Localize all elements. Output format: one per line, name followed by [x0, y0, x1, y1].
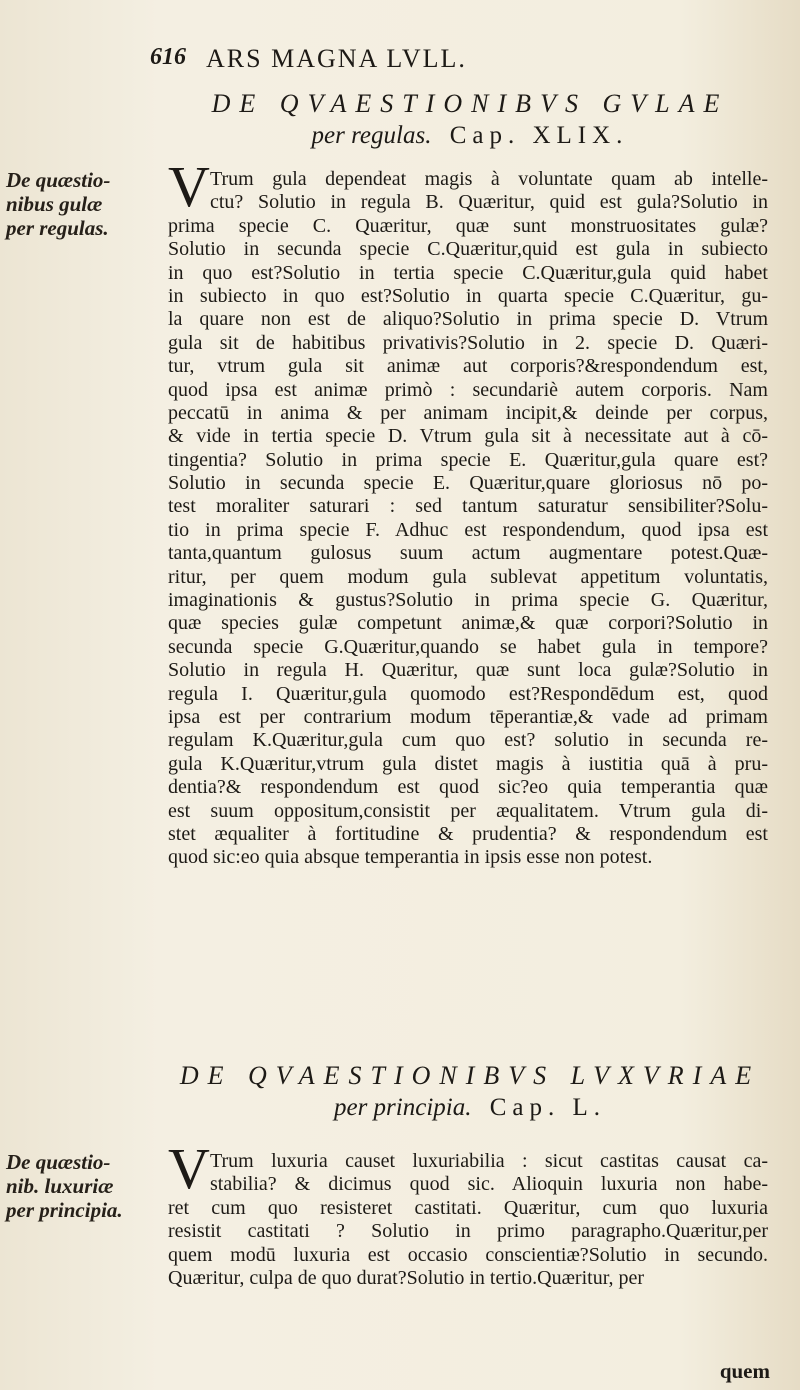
text-line: tio in prima specie F. Adhuc est respondendum, quod ipsa est [168, 518, 768, 541]
text-line: in subiecto in quo est?Solutio in quarta specie C.Quæritur, gu- [168, 284, 768, 307]
text-line: ctu? Solutio in regula B. Quæritur, quid est gula?Solutio in [210, 191, 768, 214]
text-line: quod ipsa est animæ primò : secundariè autem corporis. Nam [168, 378, 768, 401]
chapter-50-subtitle [170, 1092, 770, 1124]
text-line: Quæritur, culpa de quo durat?Solutio in tertio.Quæritur, per [168, 1266, 645, 1289]
chapter-50-title-line: DE QVAESTIONIBVS LVXVRIAE [179, 1061, 761, 1090]
text-line: prima specie C. Quæritur, quæ sunt monstruositates gulæ? [168, 214, 768, 237]
text-line: imaginationis & gustus?Solutio in prima specie G. Quæritur, [168, 589, 768, 612]
text-line: tur, vtrum gula sit animæ aut corporis?&respondendum est, [168, 355, 768, 378]
text-line: quod sic:eo quia absque temperantia in ipsis esse non potest. [168, 846, 653, 869]
text-line: quem modū luxuria est occasio conscientiæ?Solutio in secundo. [168, 1243, 768, 1266]
margin-note-line: nibus gulæ [6, 192, 103, 216]
text-line: tanta,quantum gulosus suum actum augmentare potest.Quæ- [168, 542, 768, 565]
text-line: regula I. Quæritur,gula quomodo est?Respondēdum est, quod [168, 682, 768, 705]
chapter-49-title [170, 88, 770, 152]
text-line: in quo est?Solutio in tertia specie C.Quæritur,gula quid habet [168, 261, 768, 284]
text-line: stet æqualiter à fortitudine & prudentia? & respondendum est [168, 822, 768, 845]
page-number: 616 [150, 44, 186, 70]
margin-note-line: nib. luxuriæ [6, 1174, 114, 1198]
text-line: Solutio in secunda specie E. Quæritur,quare gloriosus nō po- [168, 472, 768, 495]
running-head: ARS MAGNA LVLL. [206, 44, 467, 73]
text-line: tingentia? Solutio in prima specie E. Quæritur,gula quare est? [168, 448, 768, 471]
chapter-49-subtitle [170, 120, 770, 152]
page-header [150, 44, 770, 78]
text-line: & vide in tertia specie D. Vtrum gula sit à necessitate aut à cō- [168, 425, 768, 448]
chapter-50-body [168, 1150, 768, 1290]
text-line: resistit castitati ? Solutio in primo paragrapho.Quæritur,per [168, 1220, 768, 1243]
text-line: test moraliter saturari : sed tantum saturatur sensibiliter?Solu- [168, 495, 768, 518]
text-line: secunda specie G.Quæritur,quando se habet gula in tempore? [168, 635, 768, 658]
text-line: la quare non est de aliquo?Solutio in prima specie D. Vtrum [168, 308, 768, 331]
margin-note-line: De quæstio- [6, 168, 111, 192]
margin-note-line: De quæstio- [6, 1150, 111, 1174]
catchword: quem [719, 1359, 770, 1383]
text-line: ret cum quo resisteret castitati. Quæritur, cum quo luxuria [168, 1196, 768, 1219]
text-line: gula K.Quæritur,vtrum gula distet magis à iustitia quā à pru- [168, 752, 768, 775]
chapter-49-title-line: DE QVAESTIONIBVS GVLAE [211, 89, 729, 118]
text-line: ritur, per quem modum gula sublevat appetitum voluntatis, [168, 565, 768, 588]
margin-note-line: per regulas. [6, 216, 109, 240]
text-line: stabilia? & dicimus quod sic. Alioquin luxuria non habe- [210, 1173, 768, 1196]
text-line: ipsa est per contrarium modum tēperantiæ,& vade ad primam [168, 705, 768, 728]
chapter-50-title [170, 1060, 770, 1124]
text-line: est suum oppositum,consistit per æqualitatem. Vtrum gula di- [168, 799, 768, 822]
chapter-50-number: Cap. L. [489, 1094, 607, 1121]
text-line: quæ species gulæ competunt animæ,& quæ corpori?Solutio in [168, 612, 768, 635]
text-line: Trum luxuria causet luxuriabilia : sicut castitas causat ca- [210, 1150, 768, 1172]
text-line: Trum gula dependeat magis à voluntate quam ab intelle- [210, 168, 768, 190]
text-line: gula sit de habitibus privativis?Solutio in 2. specie D. Quæri- [168, 331, 768, 354]
text-line: dentia?& respondendum est quod sic?eo quia temperantia quæ [168, 776, 768, 799]
text-line: regulam K.Quæritur,gula cum quo est? solutio in secunda re- [168, 729, 768, 752]
chapter-49-dropcap: V [168, 154, 210, 219]
chapter-49-number: Cap. XLIX. [449, 122, 629, 149]
text-line: Solutio in regula H. Quæritur, quæ sunt loca gulæ?Solutio in [168, 659, 768, 682]
chapter-49-subtitle-italic: per regulas. [311, 122, 432, 149]
chapter-49-margin-note [6, 168, 110, 240]
chapter-50-margin-note [6, 1150, 123, 1222]
chapter-50-dropcap: V [168, 1136, 210, 1201]
chapter-49-body [168, 168, 768, 870]
text-line: peccatū in anima & per animam incipit,& deinde per corpus, [168, 401, 768, 424]
text-line: Solutio in secunda specie C.Quæritur,quid est gula in subiecto [168, 238, 768, 261]
chapter-50-subtitle-italic: per principia. [333, 1094, 472, 1121]
margin-note-line: per principia. [6, 1198, 123, 1222]
